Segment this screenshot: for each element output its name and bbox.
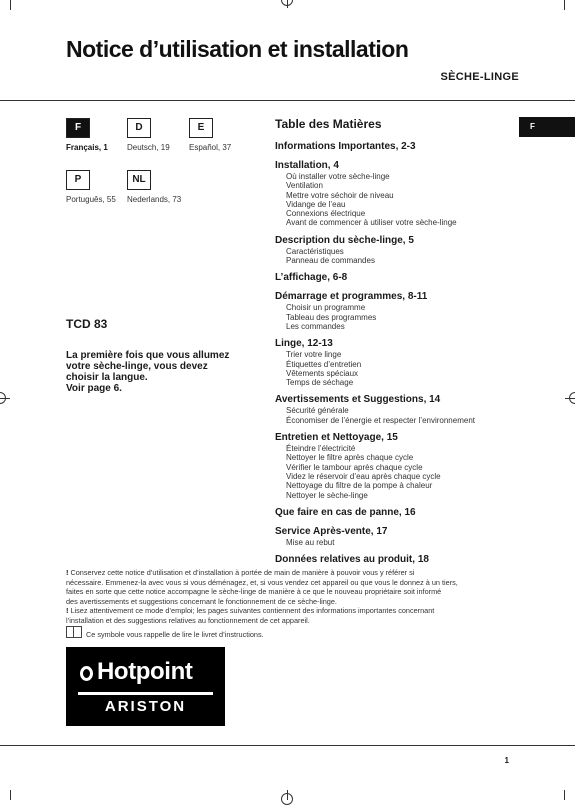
page-number: 1 [504, 756, 509, 765]
language-label-e: Español, 37 [189, 143, 232, 152]
language-box-nl[interactable]: NL [127, 170, 151, 190]
registration-mark [281, 793, 293, 805]
language-badge: F [519, 117, 575, 137]
toc-title: Table des Matières [275, 117, 382, 131]
warning-mark: ! [66, 568, 69, 577]
toc-subitem[interactable]: Caractéristiques [286, 246, 344, 256]
crop-mark [564, 0, 565, 10]
first-use-line: La première fois que vous allumez [66, 350, 230, 361]
toc-section [275, 290, 535, 331]
note-line [66, 578, 536, 588]
toc-subitem[interactable]: Videz le réservoir d’eau après chaque cycle [286, 471, 441, 481]
language-label-p: Português, 55 [66, 195, 116, 204]
crop-mark [10, 790, 11, 800]
toc-subitem[interactable]: Vidange de l’eau [286, 199, 346, 209]
logo-top-text: Hotpoint [97, 658, 193, 685]
toc-subitem[interactable]: Ventilation [286, 181, 323, 191]
first-use-line: Voir page 6. [66, 383, 122, 394]
toc-section-heading[interactable]: Description du sèche-linge, 5 [275, 234, 414, 246]
toc-subitem[interactable]: Éteindre l’électricité [286, 444, 356, 454]
toc-subitem[interactable]: Vêtements spéciaux [286, 368, 359, 378]
note-text: faites en sorte que cette notice accompagne le sèche-linge de manière à ce que le nouveau propriétaire soit informé [66, 587, 442, 597]
first-use-line: choisir la langue. [66, 372, 148, 383]
toc-section-heading[interactable]: Entretien et Nettoyage, 15 [275, 432, 398, 444]
note-line [66, 616, 536, 626]
logo-bottom-text: ARISTON [104, 698, 187, 715]
toc-section [275, 506, 535, 519]
toc-subitem[interactable]: Choisir un programme [286, 303, 366, 313]
first-use-instructions [66, 350, 266, 394]
toc-subitem[interactable]: Où installer votre sèche-linge [286, 172, 390, 181]
toc-subitem[interactable]: Trier votre linge [286, 350, 342, 360]
book-icon [66, 626, 82, 638]
toc-section-heading[interactable]: Informations Importantes, 2-3 [275, 141, 416, 152]
safety-notes [66, 568, 536, 639]
crop-mark [564, 790, 565, 800]
toc-section [275, 337, 535, 387]
language-box-d[interactable]: D [127, 118, 151, 138]
logo-divider [78, 692, 213, 695]
toc-section-heading[interactable]: L’affichage, 6-8 [275, 272, 348, 284]
registration-mark [569, 392, 575, 404]
symbol-note-text: Ce symbole vous rappelle de lire le livret d’instructions. [84, 629, 264, 639]
note-line [66, 568, 536, 578]
symbol-note [66, 626, 536, 640]
footer-divider [0, 745, 575, 746]
toc-subitem[interactable]: Nettoyer le filtre après chaque cycle [286, 453, 414, 463]
toc-section [275, 393, 535, 425]
registration-mark [0, 392, 6, 404]
toc-subitem[interactable]: Les commandes [286, 321, 345, 331]
header-divider [0, 100, 575, 101]
hotpoint-mark-icon [80, 666, 93, 681]
toc-subitem[interactable]: Temps de séchage [286, 378, 354, 388]
note-text: Lisez attentivement ce mode d’emploi; les pages suivantes contiennent des informations importantes concernant [68, 606, 435, 616]
toc-subitem[interactable]: Connexions électrique [286, 209, 366, 219]
toc-section [275, 431, 535, 500]
language-label-nl: Nederlands, 73 [127, 195, 182, 204]
toc-section-heading[interactable]: Avertissements et Suggestions, 14 [275, 394, 441, 406]
note-text: Conservez cette notice d’utilisation et d’installation à portée de main de manière à pouvoir vous y référer si [68, 568, 415, 577]
toc-subitem[interactable]: Panneau de commandes [286, 256, 375, 266]
toc-subitem[interactable]: Mettre votre séchoir de niveau [286, 190, 394, 200]
note-text: des avertissements et suggestions concernant le fonctionnement de ce sèche-linge. [66, 596, 337, 606]
toc-section [275, 159, 535, 228]
language-label-f: Français, 1 [66, 143, 108, 152]
toc-section-heading[interactable]: Que faire en cas de panne, 16 [275, 506, 416, 518]
toc-subitem[interactable]: Nettoyage du filtre de la pompe à chaleur [286, 481, 433, 491]
toc-section-heading[interactable]: Linge, 12-13 [275, 338, 333, 350]
toc-section [275, 525, 535, 547]
note-line [66, 597, 536, 607]
language-box-f[interactable]: F [66, 118, 90, 138]
note-line [66, 587, 536, 597]
toc-section-heading[interactable]: Démarrage et programmes, 8-11 [275, 291, 428, 303]
toc-section-heading[interactable]: Installation, 4 [275, 160, 339, 171]
warning-mark: ! [66, 606, 69, 616]
first-use-line: votre sèche-linge, vous devez [66, 361, 208, 372]
language-label-d: Deutsch, 19 [127, 143, 170, 152]
toc-subitem[interactable]: Tableau des programmes [286, 312, 377, 322]
toc-section [275, 234, 535, 266]
document-subtitle: SÈCHE-LINGE [440, 71, 519, 83]
toc-subitem[interactable]: Économiser de l’énergie et respecter l’environnement [286, 415, 475, 425]
toc-section [275, 271, 535, 284]
table-of-contents [275, 140, 535, 572]
toc-section [275, 553, 535, 566]
note-text: nécessaire. Emmenez-la avec vous si vous déménagez, et, si vous vendez cet appareil ou que vous le donnez à un tiers, [66, 577, 458, 587]
hotpoint-ariston-logo [66, 647, 225, 726]
toc-section-heading[interactable]: Service Après-vente, 17 [275, 525, 388, 537]
toc-subitem[interactable]: Avant de commencer à utiliser votre sèche-linge [286, 218, 457, 228]
toc-subitem[interactable]: Étiquettes d’entretien [286, 359, 362, 369]
toc-section [275, 140, 535, 153]
language-box-p[interactable]: P [66, 170, 90, 190]
crop-mark [10, 0, 11, 10]
toc-subitem[interactable]: Nettoyer le sèche-linge [286, 490, 368, 500]
document-title: Notice d’utilisation et installation [66, 36, 409, 62]
toc-section-heading[interactable]: Données relatives au produit, 18 [275, 554, 429, 566]
model-number: TCD 83 [66, 317, 108, 331]
toc-subitem[interactable]: Mise au rebut [286, 537, 335, 547]
language-box-e[interactable]: E [189, 118, 213, 138]
note-text: l’installation et des suggestions relatives au fonctionnement de cet appareil. [66, 615, 310, 625]
toc-subitem[interactable]: Vérifier le tambour après chaque cycle [286, 462, 423, 472]
toc-subitem[interactable]: Sécurité générale [286, 406, 349, 416]
registration-mark [281, 0, 293, 6]
note-line [66, 606, 536, 616]
